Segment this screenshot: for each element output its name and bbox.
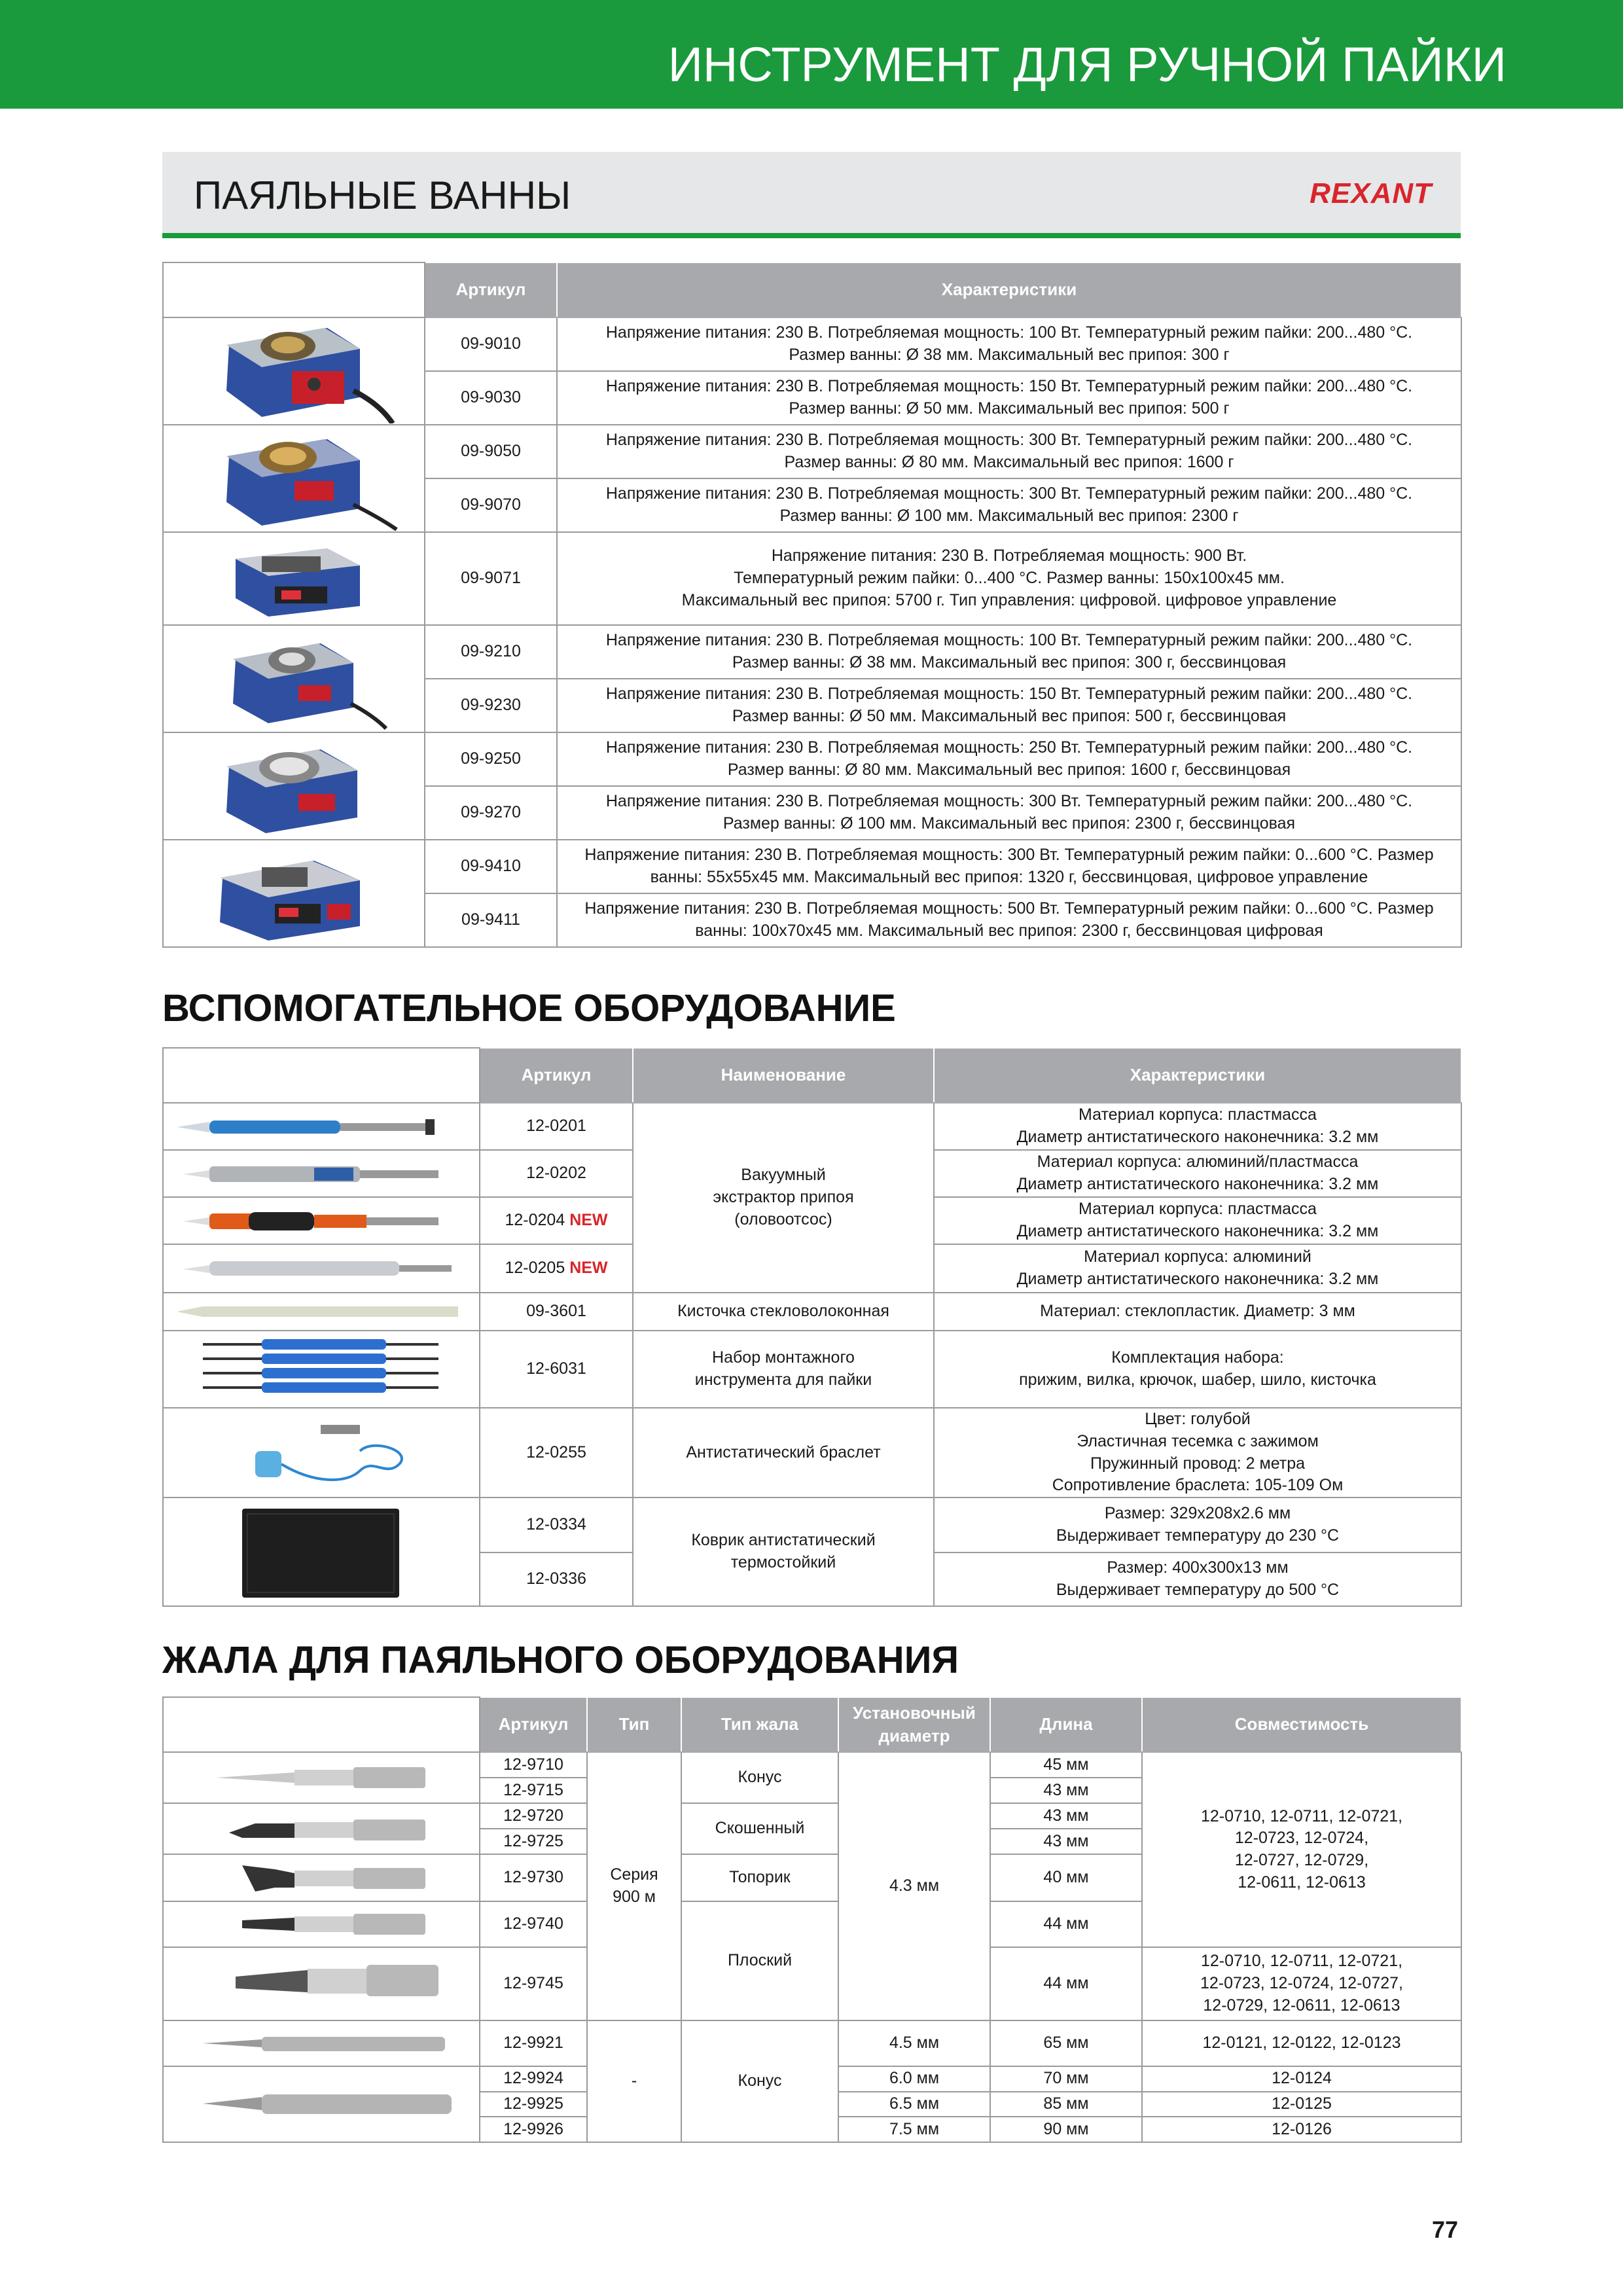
spec-cell: Напряжение питания: 230 В. Потребляемая мощность: 100 Вт. Температурный режим пайки: 200...480 °С. Размер ванны: Ø 38 мм. Максимальный вес припоя: 300 г <box>557 317 1461 371</box>
new-badge: NEW <box>569 1211 608 1230</box>
table-row: 12-9720 <box>480 1803 587 1829</box>
name-cell-mat: Коврик антистатический термостойкий <box>633 1498 934 1606</box>
product-image-digital-leadfree-bath <box>163 840 425 947</box>
product-image-tip-bevel <box>163 1803 480 1854</box>
spec-cell: Напряжение питания: 230 В. Потребляемая мощность: 900 Вт. Температурный режим пайки: 0...400 °С. Размер ванны: 150х100х45 мм. Максимальный вес припоя: 5700 г. Тип управления: цифровой. цифровое управление <box>557 532 1461 625</box>
spec-cell: Напряжение питания: 230 В. Потребляемая мощность: 300 Вт. Температурный режим пайки: 0...600 °С. Размер ванны: 55х55х45 мм. Максимальный вес припоя: 1320 г, бессвинцовая, цифровое управление <box>557 840 1461 893</box>
spec-cell: Напряжение питания: 230 В. Потребляемая мощность: 300 Вт. Температурный режим пайки: 200...480 °С. Размер ванны: Ø 100 мм. Максимальный вес припоя: 2300 г, бессвинцовая <box>557 786 1461 840</box>
table-row: 12-9924 <box>480 2066 587 2092</box>
new-badge: NEW <box>569 1259 608 1278</box>
table-row: 12-9740 <box>480 1901 587 1947</box>
table-row: 12-0201 <box>480 1103 633 1150</box>
spec-cell: Напряжение питания: 230 В. Потребляемая мощность: 150 Вт. Температурный режим пайки: 200...480 °С. Размер ванны: Ø 50 мм. Максимальный вес припоя: 500 г <box>557 371 1461 425</box>
product-image-desoldering-pump-aluminium-2 <box>163 1244 480 1293</box>
product-image-tip-axe <box>163 1854 480 1901</box>
col-specs: Характеристики <box>557 262 1461 317</box>
col-article: Артикул <box>480 1697 587 1752</box>
image-header-cell <box>163 1048 480 1103</box>
type-cell-dash: - <box>587 2020 681 2142</box>
length-cell: 90 мм <box>990 2117 1142 2142</box>
length-cell: 45 мм <box>990 1752 1142 1778</box>
length-cell: 43 мм <box>990 1778 1142 1803</box>
col-article: Артикул <box>425 262 557 317</box>
spec-cell: Цвет: голубой Эластичная тесемка с зажимом Пружинный провод: 2 метра Сопротивление браслета: 105-109 Ом <box>934 1408 1461 1498</box>
compat-cell: 12-0126 <box>1142 2117 1461 2142</box>
section-title-tips: ЖАЛА ДЛЯ ПАЯЛЬНОГО ОБОРУДОВАНИЯ <box>162 1639 959 1681</box>
table-row: 12-9710 <box>480 1752 587 1778</box>
product-image-tip-cone <box>163 1752 480 1803</box>
spec-cell: Материал корпуса: пластмасса Диаметр антистатического наконечника: 3.2 мм <box>934 1103 1461 1150</box>
length-cell: 65 мм <box>990 2020 1142 2066</box>
length-cell: 43 мм <box>990 1829 1142 1854</box>
table-row: 12-9921 <box>480 2020 587 2066</box>
top-banner <box>0 0 1623 109</box>
table-row: 12-9925 <box>480 2092 587 2117</box>
col-tip-type: Тип жала <box>681 1697 838 1752</box>
tip-type-cone-2: Конус <box>681 2020 838 2142</box>
spec-cell: Материал корпуса: алюминий/пластмасса Диаметр антистатического наконечника: 3.2 мм <box>934 1150 1461 1197</box>
length-cell: 70 мм <box>990 2066 1142 2092</box>
diameter-cell: 4.5 мм <box>838 2020 990 2066</box>
table-row: 09-9250 <box>425 732 557 786</box>
table-row: 09-9410 <box>425 840 557 893</box>
table-row: 09-9210 <box>425 625 557 679</box>
diameter-cell: 6.0 мм <box>838 2066 990 2092</box>
table-row: 12-9725 <box>480 1829 587 1854</box>
table-row: 12-9926 <box>480 2117 587 2142</box>
product-image-leadfree-bath-small <box>163 625 425 732</box>
image-header-cell <box>163 1697 480 1752</box>
table-row: 09-9230 <box>425 679 557 732</box>
product-image-desoldering-pump-aluminium <box>163 1150 480 1197</box>
spec-cell: Напряжение питания: 230 В. Потребляемая мощность: 100 Вт. Температурный режим пайки: 200...480 °С. Размер ванны: Ø 38 мм. Максимальный вес припоя: 300 г, бессвинцовая <box>557 625 1461 679</box>
compat-cell-a: 12-0710, 12-0711, 12-0721, 12-0723, 12-0724, 12-0727, 12-0729, 12-0611, 12-0613 <box>1142 1752 1461 1947</box>
table-row: 12-9715 <box>480 1778 587 1803</box>
table-row: 09-9050 <box>425 425 557 478</box>
length-cell: 44 мм <box>990 1901 1142 1947</box>
image-header-cell <box>163 262 425 317</box>
length-cell: 44 мм <box>990 1947 1142 2020</box>
table-row: 12-0255 <box>480 1408 633 1498</box>
spec-cell: Размер: 329х208х2.6 мм Выдерживает температуру до 230 °С <box>934 1498 1461 1552</box>
product-image-desoldering-pump-blue <box>163 1103 480 1150</box>
tip-type-bevel: Скошенный <box>681 1803 838 1854</box>
solder-bath-table <box>162 262 1462 948</box>
auxiliary-equipment-table <box>162 1047 1462 1607</box>
table-row: 12-0334 <box>480 1498 633 1552</box>
spec-cell: Напряжение питания: 230 В. Потребляемая мощность: 300 Вт. Температурный режим пайки: 200...480 °С. Размер ванны: Ø 80 мм. Максимальный вес припоя: 1600 г <box>557 425 1461 478</box>
diameter-cell-43: 4.3 мм <box>838 1752 990 2020</box>
tip-type-axe: Топорик <box>681 1854 838 1901</box>
table-row: 09-9010 <box>425 317 557 371</box>
spec-cell: Размер: 400х300х13 мм Выдерживает температуру до 500 °С <box>934 1552 1461 1606</box>
col-length: Длина <box>990 1697 1142 1752</box>
table-row: 12-9730 <box>480 1854 587 1901</box>
col-name: Наименование <box>633 1048 934 1103</box>
product-image-digital-bath <box>163 532 425 625</box>
table-row: 12-6031 <box>480 1331 633 1408</box>
table-row: 09-9071 <box>425 532 557 625</box>
table-row: 12-9745 <box>480 1947 587 2020</box>
name-cell-brush: Кисточка стекловолоконная <box>633 1293 934 1331</box>
compat-cell: 12-0121, 12-0122, 12-0123 <box>1142 2020 1461 2066</box>
product-image-desoldering-pump-red <box>163 1197 480 1244</box>
diameter-cell: 6.5 мм <box>838 2092 990 2117</box>
tip-type-flat: Плоский <box>681 1901 838 2020</box>
product-image-antistatic-mat <box>163 1498 480 1606</box>
product-image-solder-bath-medium <box>163 425 425 532</box>
product-image-leadfree-bath-large <box>163 732 425 840</box>
name-cell-toolset: Набор монтажного инструмента для пайки <box>633 1331 934 1408</box>
compat-cell: 12-0124 <box>1142 2066 1461 2092</box>
length-cell: 43 мм <box>990 1803 1142 1829</box>
spec-cell: Напряжение питания: 230 В. Потребляемая мощность: 150 Вт. Температурный режим пайки: 200...480 °С. Размер ванны: Ø 50 мм. Максимальный вес припоя: 500 г, бессвинцовая <box>557 679 1461 732</box>
product-image-tip-flat-wide <box>163 1947 480 2020</box>
table-row: 09-3601 <box>480 1293 633 1331</box>
spec-cell: Материал корпуса: алюминий Диаметр антистатического наконечника: 3.2 мм <box>934 1244 1461 1293</box>
name-cell-bracelet: Антистатический браслет <box>633 1408 934 1498</box>
col-article: Артикул <box>480 1048 633 1103</box>
soldering-tips-table <box>162 1696 1462 2143</box>
table-row: 09-9411 <box>425 893 557 947</box>
spec-cell: Комплектация набора: прижим, вилка, крючок, шабер, шило, кисточка <box>934 1331 1461 1408</box>
spec-cell: Напряжение питания: 230 В. Потребляемая мощность: 250 Вт. Температурный режим пайки: 200...480 °С. Размер ванны: Ø 80 мм. Максимальный вес припоя: 1600 г, бессвинцовая <box>557 732 1461 786</box>
tip-type-cone: Конус <box>681 1752 838 1803</box>
product-image-tip-flat <box>163 1901 480 1947</box>
category-title: ПАЯЛЬНЫЕ ВАННЫ <box>194 173 571 217</box>
table-row: 09-9070 <box>425 478 557 532</box>
product-image-fiberglass-brush <box>163 1293 480 1331</box>
product-image-antistatic-bracelet <box>163 1408 480 1498</box>
table-row: 09-9030 <box>425 371 557 425</box>
compat-cell: 12-0125 <box>1142 2092 1461 2117</box>
col-compatibility: Совместимость <box>1142 1697 1461 1752</box>
table-row: 12-0336 <box>480 1552 633 1606</box>
col-type: Тип <box>587 1697 681 1752</box>
spec-cell: Напряжение питания: 230 В. Потребляемая мощность: 500 Вт. Температурный режим пайки: 0...600 °С. Размер ванны: 100х70х45 мм. Максимальный вес припоя: 2300 г, бессвинцовая цифровая <box>557 893 1461 947</box>
spec-cell: Материал: стеклопластик. Диаметр: 3 мм <box>934 1293 1461 1331</box>
table-row: 09-9270 <box>425 786 557 840</box>
diameter-cell: 7.5 мм <box>838 2117 990 2142</box>
page-number: 77 <box>1431 2216 1458 2243</box>
brand-logo: REXANT <box>1310 177 1432 209</box>
catalog-section-title: ИНСТРУМЕНТ ДЛЯ РУЧНОЙ ПАЙКИ <box>668 37 1507 92</box>
compat-cell-b: 12-0710, 12-0711, 12-0721, 12-0723, 12-0724, 12-0727, 12-0729, 12-0611, 12-0613 <box>1142 1947 1461 2020</box>
table-row: 12-0205 NEW <box>480 1244 633 1293</box>
name-cell-extractor: Вакуумный экстрактор припоя (оловоотсос) <box>633 1103 934 1293</box>
length-cell: 40 мм <box>990 1854 1142 1901</box>
product-image-solder-bath-small <box>163 317 425 425</box>
category-band <box>162 152 1461 238</box>
spec-cell: Напряжение питания: 230 В. Потребляемая мощность: 300 Вт. Температурный режим пайки: 200...480 °С. Размер ванны: Ø 100 мм. Максимальный вес припоя: 2300 г <box>557 478 1461 532</box>
table-row: 12-0202 <box>480 1150 633 1197</box>
col-mount-diameter: Установочный диаметр <box>838 1697 990 1752</box>
product-image-tip-cone-long <box>163 2020 480 2066</box>
col-specs: Характеристики <box>934 1048 1461 1103</box>
type-cell-900: Серия 900 м <box>587 1752 681 2020</box>
length-cell: 85 мм <box>990 2092 1142 2117</box>
product-image-tip-cone-wide <box>163 2066 480 2142</box>
product-image-tool-set <box>163 1331 480 1408</box>
table-row: 12-0204 NEW <box>480 1197 633 1244</box>
section-title-auxiliary: ВСПОМОГАТЕЛЬНОЕ ОБОРУДОВАНИЕ <box>162 987 896 1030</box>
spec-cell: Материал корпуса: пластмасса Диаметр антистатического наконечника: 3.2 мм <box>934 1197 1461 1244</box>
